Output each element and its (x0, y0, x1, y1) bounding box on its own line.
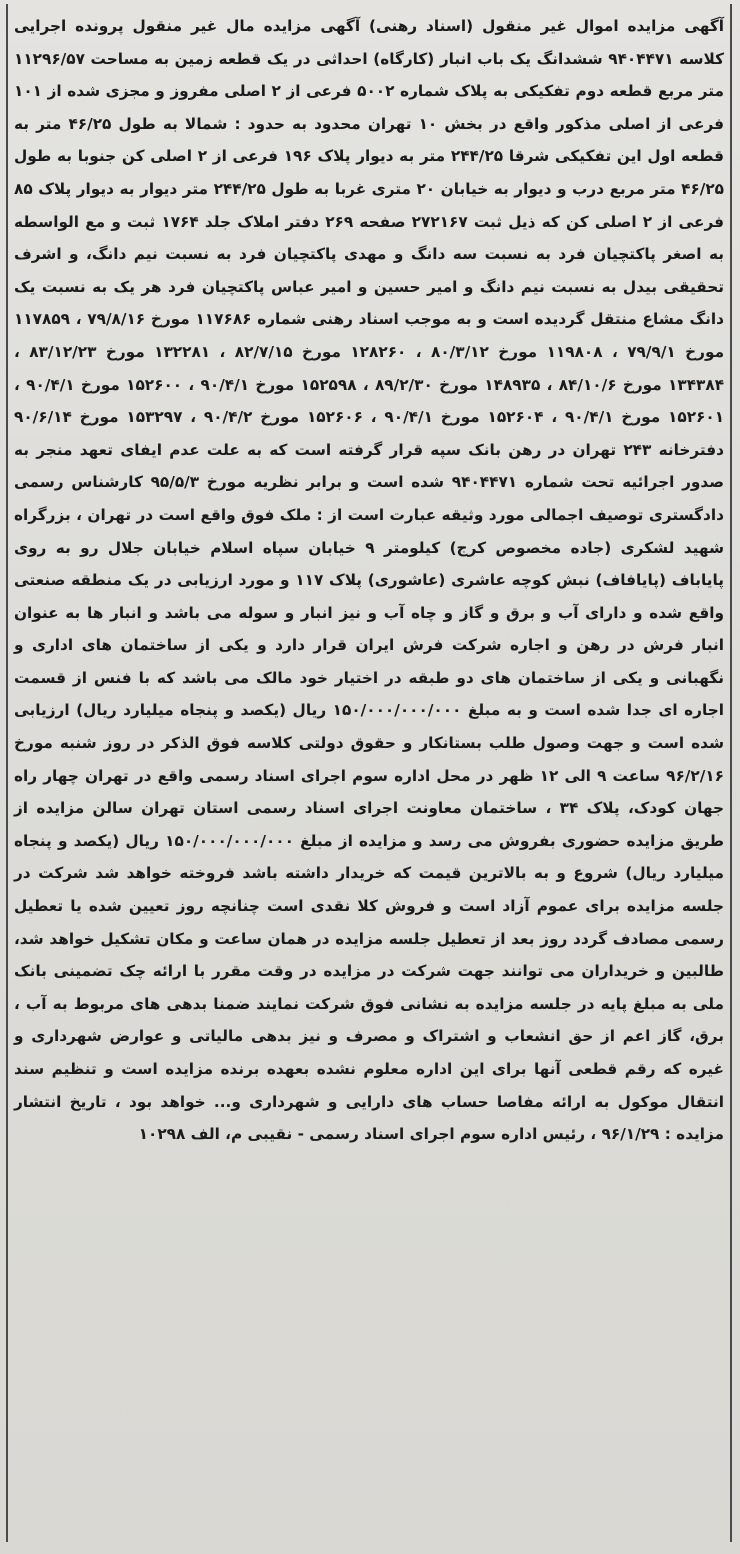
auction-notice-text: آگهی مزایده اموال غیر منقول (اسناد رهنی) آگهی مزایده مال غیر منقول پرونده اجرایی کلاسه ۹۴۰۴۴۷۱ ششدانگ یک باب انبار (کارگاه) احداثی در یک قطعه زمین به مساحت ۱۱۲۹۶/۵۷ متر مربع قطعه دوم تفکیکی به پلاک شماره ۵۰۰۲ فرعی از ۲ اصلی مفروز و مجزی شده از ۱۰۱ فرعی از اصلی مذکور واقع در بخش ۱۰ تهران محدود به حدود : شمالا به طول ۴۶/۲۵ متر به قطعه اول این تفکیکی شرقا ۲۴۴/۲۵ متر به دیوار پلاک ۱۹۶ فرعی از ۲ اصلی کن جنوبا به طول ۴۶/۲۵ متر مربع درب و دیوار به خیابان ۲۰ متری غربا به طول ۲۴۴/۲۵ متر دیوار به دیوار پلاک ۸۵ فرعی از ۲ اصلی کن که ذیل ثبت ۲۷۲۱۶۷ صفحه ۲۶۹ دفتر املاک جلد ۱۷۶۴ ثبت و مع الواسطه به اصغر پاکتچیان فرد به نسبت سه دانگ و مهدی پاکتچیان فرد به نسبت نیم دانگ، و اشرف تحقیقی بیدل به نسبت نیم دانگ و امیر حسین و امیر عباس پاکتچیان فرد هر یک به نسبت یک دانگ مشاع منتقل گردیده است و به موجب اسناد رهنی شماره ۱۱۷۶۸۶ مورخ ۷۹/۸/۱۶ ، ۱۱۷۸۵۹ مورخ ۷۹/۹/۱ ، ۱۱۹۸۰۸ مورخ ۸۰/۳/۱۲ ، ۱۲۸۲۶۰ مورخ ۸۲/۷/۱۵ ، ۱۳۲۲۸۱ مورخ ۸۳/۱۲/۲۳ ، ۱۳۴۳۸۴ مورخ ۸۴/۱۰/۶ ، ۱۴۸۹۳۵ مورخ ۸۹/۲/۳۰ ، ۱۵۲۵۹۸ مورخ ۹۰/۴/۱ ، ۱۵۲۶۰۰ مورخ ۹۰/۴/۱ ، ۱۵۲۶۰۱ مورخ ۹۰/۴/۱ ، ۱۵۲۶۰۴ مورخ ۹۰/۴/۱ ، ۱۵۲۶۰۶ مورخ ۹۰/۴/۲ ، ۱۵۳۲۹۷ مورخ ۹۰/۶/۱۴ دفترخانه ۲۴۳ تهران در رهن بانک سپه قرار گرفته است که به علت عدم ایفای تعهد منجر به صدور اجرائیه تحت شماره ۹۴۰۴۴۷۱ شده است و برابر نظریه مورخ ۹۵/۵/۳ کارشناس رسمی دادگستری توصیف اجمالی مورد وثیقه عبارت است از : ملک فوق واقع است در تهران ، بزرگراه شهید لشکری (جاده مخصوص کرج) کیلومتر ۹ خیابان سپاه اسلام خیابان جلال رو به روی پایاباف (پایافاف) نبش کوچه عاشری (عاشوری) پلاک ۱۱۷ و مورد ارزیابی در یک منطقه صنعتی واقع شده و دارای آب و برق و گاز و چاه آب و نیز انبار و سوله می باشد و انبار ها به عنوان انبار فرش در رهن و اجاره شرکت فرش ایران قرار دارد و یکی از ساختمان های اداری و نگهبانی و یکی از ساختمان های دو طبقه در اختیار خود مالک می باشد که با فنس از قسمت اجاره ای جدا شده است و به مبلغ ۱۵۰/۰۰۰/۰۰۰/۰۰۰ ریال (یکصد و پنجاه میلیارد ریال) ارزیابی شده است و جهت وصول طلب بستانکار و حقوق دولتی کلاسه فوق الذکر در روز شنبه مورخ ۹۶/۲/۱۶ ساعت ۹ الی ۱۲ ظهر در محل اداره سوم اجرای اسناد رسمی واقع در تهران چهار راه جهان کودک، پلاک ۳۴ ، ساختمان معاونت اجرای اسناد رسمی استان تهران سالن مزایده از طریق مزایده حضوری بفروش می رسد و مزایده از مبلغ ۱۵۰/۰۰۰/۰۰۰/۰۰۰ ریال (یکصد و پنجاه میلیارد ریال) شروع و به بالاترین قیمت که خریدار داشته باشد فروخته خواهد شد شرکت در جلسه مزایده برای عموم آزاد است و فروش کلا نقدی است چنانچه روز تعیین شده یا تعطیل رسمی مصادف گردد روز بعد از تعطیل جلسه مزایده در همان ساعت و مکان تشکیل خواهد شد، طالبین و خریداران می توانند جهت شرکت در مزایده در وقت مقرر با ارائه چک تضمینی بانک ملی به مبلغ پایه در جلسه مزایده به نشانی فوق شرکت نمایند ضمنا بدهی های مربوط به آب ، برق، گاز اعم از حق انشعاب و اشتراک و مصرف و نیز بدهی مالیاتی و عوارض شهرداری و غیره که رقم قطعی آنها برای این اداره معلوم نشده بعهده برنده مزایده است و تنظیم سند انتقال موکول به ارائه مفاصا حساب های دارایی و شهرداری و... خواهد بود ، تاریخ انتشار مزایده : ۹۶/۱/۲۹ ، رئیس اداره سوم اجرای اسناد رسمی - نقیبی م، الف ۱۰۲۹۸ (14, 17, 725, 1144)
auction-notice (14, 10, 724, 1151)
